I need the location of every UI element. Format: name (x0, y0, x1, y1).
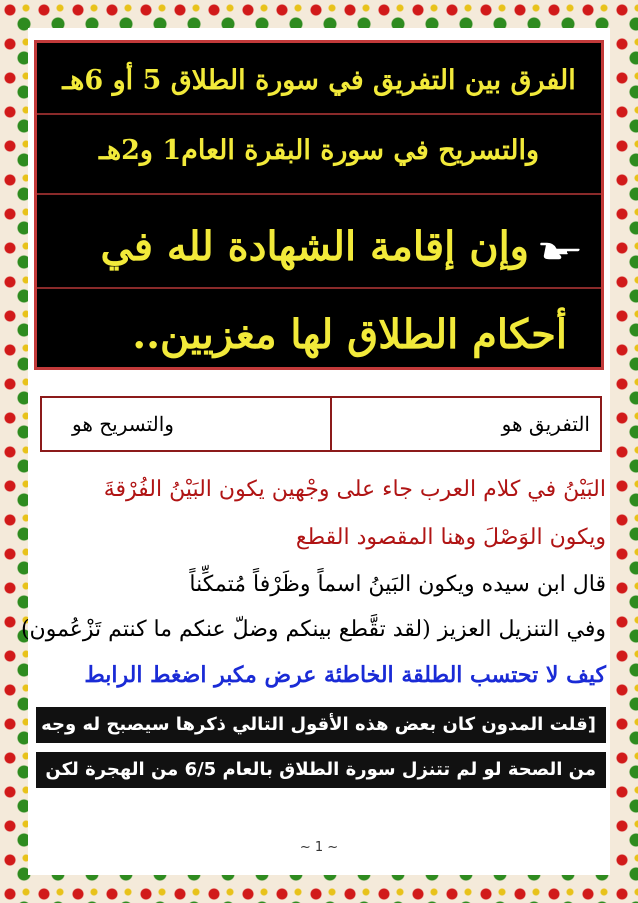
body-line-3: قال ابن سيده ويكون البَينُ اسماً وظَرْفاً مُتمكِّناً (189, 572, 606, 597)
zoom-link[interactable]: كيف لا تحتسب الطلقة الخاطئة عرض مكبر اضغط الرابط (84, 662, 606, 688)
comparison-table (40, 396, 602, 452)
title-divider (37, 287, 601, 289)
title-line-3: وإن إقامة الشهادة لله في (100, 223, 529, 270)
title-divider (37, 193, 601, 195)
table-cell-tafriq: التفريق هو (501, 412, 590, 436)
body-line-1: البَيْنُ في كلام العرب جاء على وجْهين يكون البَيْنُ الفُرْقةَ (103, 477, 606, 502)
title-line-1: الفرق بين التفريق في سورة الطلاق 5 أو 6هـ (62, 65, 576, 96)
body-line-2: ويكون الوَصْلَ وهنا المقصود القطع (295, 525, 606, 550)
note-line-2: من الصحة لو لم تتنزل سورة الطلاق بالعام 6/5 من الهجرة لكن (36, 752, 606, 788)
title-line-3-wrap (37, 223, 601, 270)
link-line (34, 662, 606, 688)
title-divider (37, 113, 601, 115)
title-box (34, 40, 604, 370)
title-line-2: والتسريح في سورة البقرة العام1 و2هـ (98, 135, 540, 166)
table-cell-tasrih: والتسريح هو (42, 398, 332, 450)
pointing-hand-icon (537, 238, 581, 262)
title-line-4: أحكام الطلاق لها مغزيين.. (132, 311, 567, 358)
note-line-1: [قلت المدون كان بعض هذه الأقول التالي ذكرها سيصبح له وجه (36, 707, 606, 743)
body-line-4: وفي التنزيل العزيز (لقد تقَّطع بينكم وضلّ عنكم ما كنتم تَزْعُمون) (20, 617, 606, 642)
page-number: ~ 1 ~ (299, 840, 339, 855)
